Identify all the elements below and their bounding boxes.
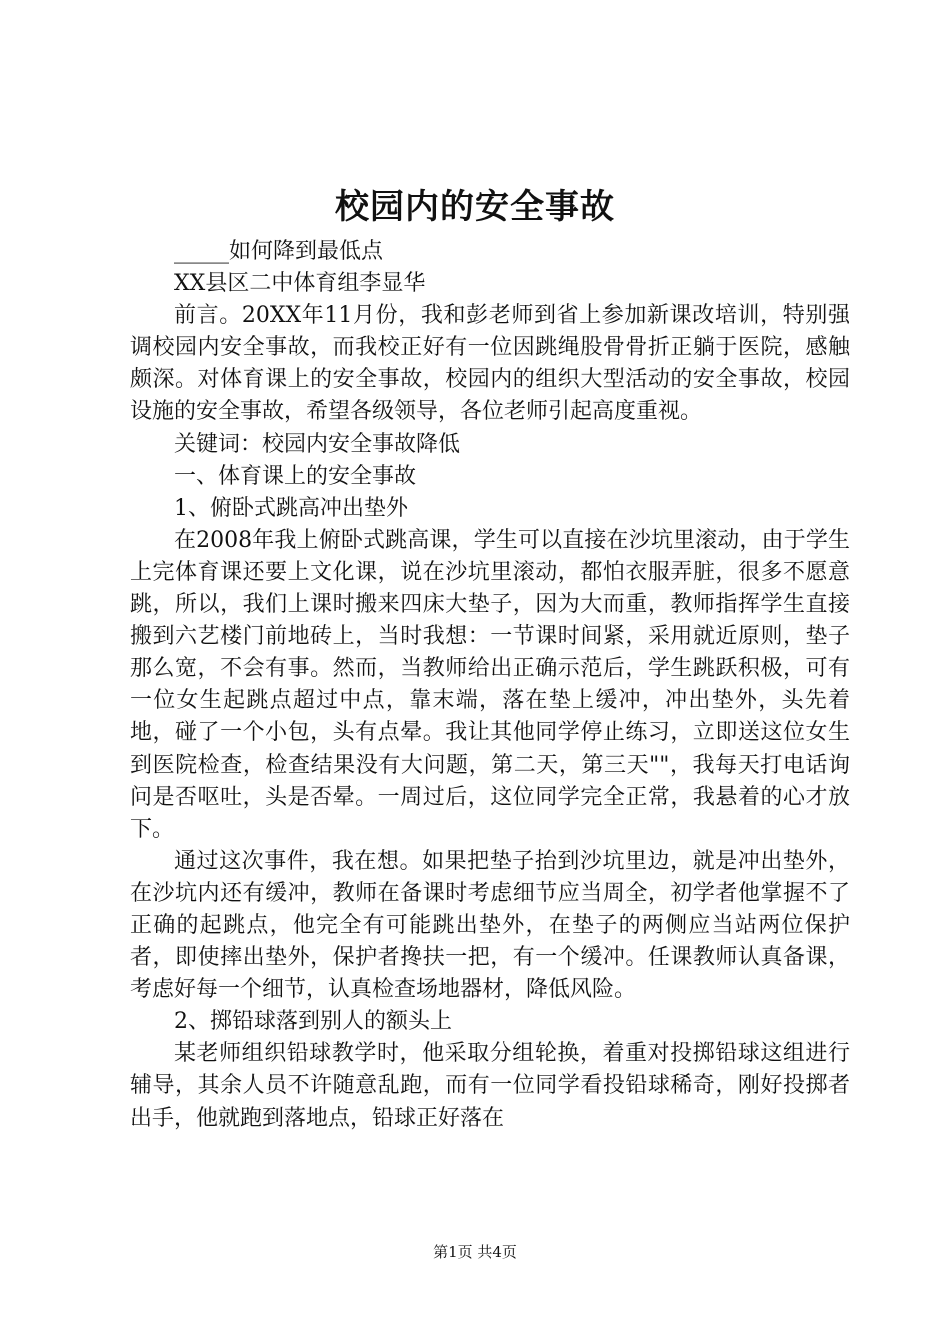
author-line: XX县区二中体育组李显华 [174, 271, 426, 297]
body-paragraph: 在2008年我上俯卧式跳高课，学生可以直接在沙坑里滚动，由于学生上完体育课还要上文化课，说在沙坑里滚动，都怕衣服弄脏，很多不愿意跳，所以，我们上课时搬来四床大垫子，因为大而重，教师指挥学生直接搬到六艺楼门前地砖上，当时我想：一节课时间紧，采用就近原则，垫子那么宽，不会有事。然而，当教师给出正确示范后，学生跳跃积极，可有一位女生起跳点超过中点，靠末端，落在垫上缓冲，冲出垫外，头先着地，碰了一个小包，头有点晕。我让其他同学停止练习，立即送这位女生到医院检查，检查结果没有大问题，第二天，第三天""，我每天打电话询问是否呕吐，头是否晕。一周过后，这位同学完全正常，我悬着的心才放下。 [130, 527, 850, 842]
subtitle-line: _____如何降到最低点 [174, 239, 384, 264]
section-heading: 一、体育课上的安全事故 [174, 463, 417, 489]
document-body [130, 236, 850, 1135]
subsection-heading: 1、俯卧式跳高冲出垫外 [174, 495, 408, 521]
page-number: 第1页 共4页 [433, 1243, 517, 1261]
document-title: 校园内的安全事故 [335, 187, 615, 227]
keywords-line: 关键词：校园内安全事故降低 [174, 431, 461, 457]
subsection-heading: 2、掷铅球落到别人的额头上 [174, 1009, 452, 1035]
body-paragraph: 某老师组织铅球教学时，他采取分组轮换，着重对投掷铅球这组进行辅导，其余人员不许随意乱跑，而有一位同学看投铅球稀奇，刚好投掷者出手，他就跑到落地点，铅球正好落在 [130, 1041, 850, 1131]
preface-paragraph: 前言。20XX年11月份，我和彭老师到省上参加新课改培训，特别强调校园内安全事故，而我校正好有一位因跳绳股骨骨折正躺于医院，感触颇深。对体育课上的安全事故，校园内的组织大型活动的安全事故，校园设施的安全事故，希望各级领导，各位老师引起高度重视。 [130, 303, 850, 425]
body-paragraph: 通过这次事件，我在想。如果把垫子抬到沙坑里边，就是冲出垫外，在沙坑内还有缓冲，教师在备课时考虑细节应当周全，初学者他掌握不了正确的起跳点，他完全有可能跳出垫外，在垫子的两侧应当站两位保护者，即使摔出垫外，保护者搀扶一把，有一个缓冲。任课教师认真备课，考虑好每一个细节，认真检查场地器材，降低风险。 [130, 848, 850, 1003]
